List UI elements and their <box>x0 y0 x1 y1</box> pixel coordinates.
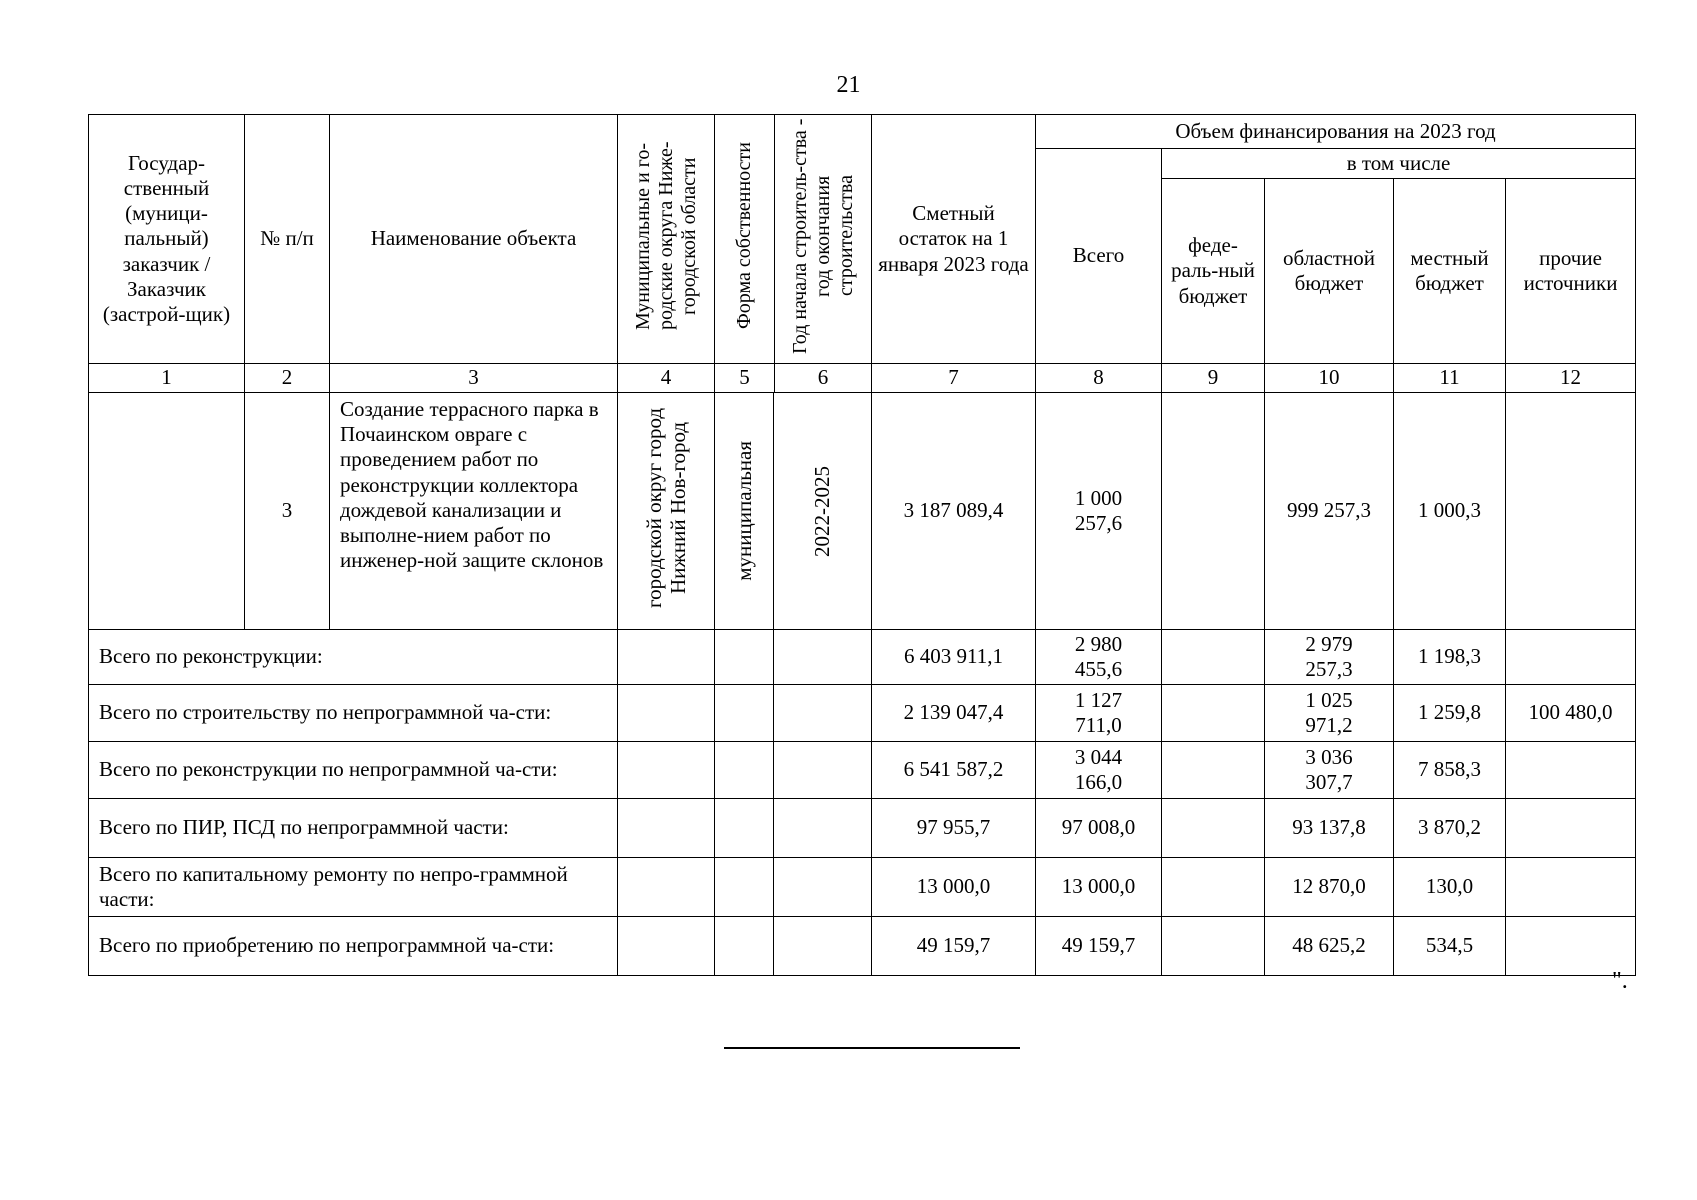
column-number: 9 <box>1162 364 1265 393</box>
totals-label: Всего по строительству по непрограммной ча-сти: <box>89 685 618 742</box>
totals-regional: 48 625,2 <box>1265 917 1394 976</box>
item-federal <box>1162 393 1265 630</box>
header-funding-group: Объем финансирования на 2023 год <box>1036 115 1636 149</box>
item-ownership: муниципальная <box>731 441 756 581</box>
header-ownership <box>715 115 775 364</box>
header-municipal-text: Муниципальные и го-родские округа Ниже-городской области <box>631 141 700 331</box>
empty-cell <box>618 799 715 858</box>
header-federal: феде-раль-ный бюджет <box>1162 179 1265 364</box>
header-years <box>775 115 872 364</box>
totals-label: Всего по капитальному ремонту по непро-граммной части: <box>89 858 618 917</box>
totals-total: 97 008,0 <box>1036 799 1162 858</box>
totals-row <box>89 742 1636 799</box>
totals-regional <box>1265 685 1394 742</box>
totals-other <box>1506 630 1636 685</box>
totals-row <box>89 858 1636 917</box>
totals-label: Всего по ПИР, ПСД по непрограммной части: <box>89 799 618 858</box>
column-number: 10 <box>1265 364 1394 393</box>
header-years-text: Год начала строитель-ства - год окончания строительства <box>788 118 857 354</box>
column-number: 5 <box>715 364 775 393</box>
item-regional: 999 257,3 <box>1265 393 1394 630</box>
totals-federal <box>1162 858 1265 917</box>
item-years-cell <box>774 393 871 629</box>
item-number: 3 <box>245 393 330 630</box>
item-municipal-text: городской округ город Нижний Нов-город <box>641 407 690 608</box>
empty-split-cell <box>715 630 872 685</box>
totals-other: 100 480,0 <box>1506 685 1636 742</box>
item-ownership-years <box>715 393 872 630</box>
empty-split-cell <box>715 917 872 976</box>
totals-total: 13 000,0 <box>1036 858 1162 917</box>
item-local: 1 000,3 <box>1394 393 1506 630</box>
column-number: 8 <box>1036 364 1162 393</box>
item-estimate: 3 187 089,4 <box>872 393 1036 630</box>
financing-table <box>88 114 1636 976</box>
header-object-name: Наименование объекта <box>330 115 618 364</box>
totals-label: Всего по приобретению по непрограммной ча-сти: <box>89 917 618 976</box>
page-number: 21 <box>836 72 861 98</box>
totals-local: 7 858,3 <box>1394 742 1506 799</box>
column-number: 2 <box>245 364 330 393</box>
header-ownership-text: Форма собственности <box>733 142 755 330</box>
totals-federal <box>1162 685 1265 742</box>
totals-row <box>89 799 1636 858</box>
empty-split-cell <box>715 742 872 799</box>
totals-other <box>1506 742 1636 799</box>
totals-local: 3 870,2 <box>1394 799 1506 858</box>
totals-federal <box>1162 630 1265 685</box>
totals-federal <box>1162 917 1265 976</box>
column-number: 6 <box>775 364 872 393</box>
totals-federal <box>1162 799 1265 858</box>
totals-other <box>1506 799 1636 858</box>
totals-other <box>1506 917 1636 976</box>
header-row-1 <box>89 115 1636 149</box>
totals-local: 1 259,8 <box>1394 685 1506 742</box>
totals-regional-text: 3 036 307,7 <box>1305 744 1353 794</box>
empty-split-cell <box>715 858 872 917</box>
totals-label: Всего по реконструкции: <box>89 630 618 685</box>
header-including: в том числе <box>1162 149 1636 179</box>
item-years: 2022-2025 <box>810 465 835 557</box>
totals-estimate: 97 955,7 <box>872 799 1036 858</box>
header-total: Всего <box>1036 149 1162 364</box>
totals-estimate: 6 403 911,1 <box>872 630 1036 685</box>
item-name: Создание террасного парка в Почаинском овраге с проведением работ по реконструкции коллектора дождевой канализации и выполне-нием работ по инженер-ной защите склонов <box>330 393 618 630</box>
table-row-item <box>89 393 1636 630</box>
item-ownership-cell <box>715 393 774 629</box>
totals-row <box>89 685 1636 742</box>
empty-split-cell <box>715 685 872 742</box>
totals-total <box>1036 742 1162 799</box>
column-number: 3 <box>330 364 618 393</box>
totals-estimate: 6 541 587,2 <box>872 742 1036 799</box>
header-local: местный бюджет <box>1394 179 1506 364</box>
closing-rule-divider <box>724 1047 1020 1049</box>
header-estimate: Сметный остаток на 1 января 2023 года <box>872 115 1036 364</box>
closing-quote-mark: ". <box>1612 968 1628 994</box>
totals-regional-text: 1 025 971,2 <box>1305 687 1353 737</box>
totals-total <box>1036 630 1162 685</box>
empty-cell <box>618 685 715 742</box>
empty-cell <box>618 858 715 917</box>
item-municipal <box>618 393 715 630</box>
header-number: № п/п <box>245 115 330 364</box>
totals-estimate: 2 139 047,4 <box>872 685 1036 742</box>
totals-regional <box>1265 630 1394 685</box>
totals-other <box>1506 858 1636 917</box>
totals-total-text: 3 044 166,0 <box>1074 744 1123 794</box>
totals-local: 1 198,3 <box>1394 630 1506 685</box>
totals-total-text: 1 127 711,0 <box>1074 687 1123 737</box>
totals-regional-text: 2 979 257,3 <box>1305 631 1353 681</box>
item-other <box>1506 393 1636 630</box>
totals-federal <box>1162 742 1265 799</box>
header-municipal <box>618 115 715 364</box>
totals-row <box>89 630 1636 685</box>
totals-regional <box>1265 742 1394 799</box>
item-total-text: 1 000 257,6 <box>1074 485 1123 535</box>
totals-regional: 12 870,0 <box>1265 858 1394 917</box>
header-other: прочие источники <box>1506 179 1636 364</box>
empty-cell <box>618 917 715 976</box>
totals-local: 130,0 <box>1394 858 1506 917</box>
column-number: 12 <box>1506 364 1636 393</box>
header-regional: областной бюджет <box>1265 179 1394 364</box>
totals-total: 49 159,7 <box>1036 917 1162 976</box>
empty-cell <box>618 630 715 685</box>
column-number: 7 <box>872 364 1036 393</box>
item-customer <box>89 393 245 630</box>
totals-total-text: 2 980 455,6 <box>1074 631 1123 681</box>
totals-total <box>1036 685 1162 742</box>
empty-cell <box>618 742 715 799</box>
header-customer: Государ-ственный (муници-пальный) заказчик / Заказчик (застрой-щик) <box>89 115 245 364</box>
empty-split-cell <box>715 799 872 858</box>
column-number: 11 <box>1394 364 1506 393</box>
column-numbers-row <box>89 364 1636 393</box>
column-number: 1 <box>89 364 245 393</box>
totals-estimate: 13 000,0 <box>872 858 1036 917</box>
totals-estimate: 49 159,7 <box>872 917 1036 976</box>
column-number: 4 <box>618 364 715 393</box>
totals-row <box>89 917 1636 976</box>
item-total <box>1036 393 1162 630</box>
totals-label: Всего по реконструкции по непрограммной ча-сти: <box>89 742 618 799</box>
totals-local: 534,5 <box>1394 917 1506 976</box>
totals-regional: 93 137,8 <box>1265 799 1394 858</box>
